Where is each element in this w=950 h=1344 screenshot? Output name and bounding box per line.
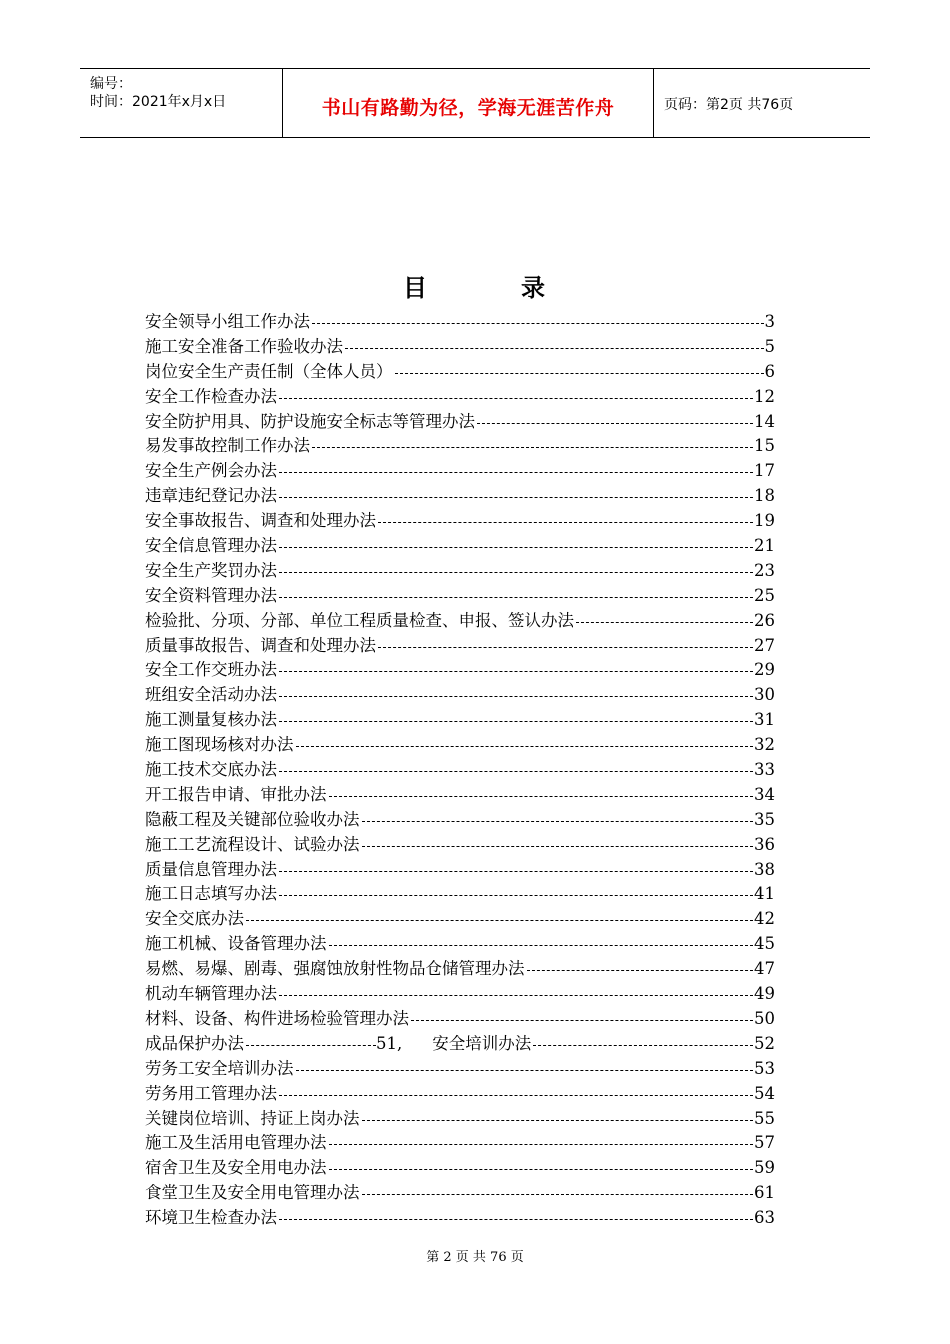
dash-leader	[296, 1057, 754, 1082]
toc-entry-title: 安全防护用具、防护设施安全标志等管理办法	[145, 410, 477, 435]
dash-leader	[411, 1007, 753, 1032]
toc-entry-page: 15	[754, 436, 775, 456]
page-title	[0, 268, 950, 303]
toc-entry-page: 36	[754, 834, 775, 854]
toc-entry-title: 检验批、分项、分部、单位工程质量检查、申报、签认办法	[145, 609, 576, 634]
toc-entry-page: 45	[754, 934, 775, 954]
toc-entry[interactable]	[145, 484, 775, 509]
toc-entry-page: 41	[754, 884, 775, 904]
page-footer: 第 2 页 共 76 页	[426, 1250, 524, 1265]
dash-leader	[279, 559, 753, 584]
toc-entry-page: 31	[754, 710, 775, 730]
dash-leader	[378, 634, 753, 659]
toc-entry-title: 材料、设备、构件进场检验管理办法	[145, 1007, 411, 1032]
toc-entry-page: 26	[754, 610, 775, 630]
toc-entry-title: 岗位安全生产责任制（全体人员）	[145, 360, 395, 385]
toc-entry[interactable]	[145, 708, 775, 733]
toc-entry-title: 环境卫生检查办法	[145, 1206, 279, 1231]
toc-entry[interactable]	[145, 758, 775, 783]
toc-entry[interactable]	[145, 1156, 775, 1181]
dash-leader	[279, 484, 753, 509]
toc-entry-title: 施工机械、设备管理办法	[145, 932, 329, 957]
toc-entry-page: 54	[754, 1083, 775, 1103]
toc-entry[interactable]	[145, 1131, 775, 1156]
title-left: 目	[403, 274, 429, 302]
spacer	[402, 1032, 432, 1057]
toc-entry[interactable]	[145, 584, 775, 609]
toc-entry[interactable]	[145, 410, 775, 435]
dash-leader	[279, 882, 753, 907]
toc-entry-title: 施工日志填写办法	[145, 882, 279, 907]
toc-entry-page: 52	[754, 1033, 775, 1053]
toc-entry[interactable]	[145, 982, 775, 1007]
dash-leader	[329, 783, 754, 808]
toc-entry-title: 关键岗位培训、持证上岗办法	[145, 1107, 362, 1132]
dash-leader	[345, 335, 764, 360]
dash-leader	[576, 609, 753, 634]
toc-entry-page: 63	[754, 1208, 775, 1228]
toc-entry-page: 12	[754, 386, 775, 406]
toc-entry-title: 施工及生活用电管理办法	[145, 1131, 329, 1156]
toc-entry[interactable]	[145, 1007, 775, 1032]
dash-leader	[533, 1032, 753, 1057]
toc-entry-page: 21	[754, 536, 775, 556]
toc-entry-title: 安全资料管理办法	[145, 584, 279, 609]
toc-entry-title: 劳务用工管理办法	[145, 1082, 279, 1107]
dash-leader	[477, 410, 753, 435]
dash-leader	[329, 1156, 754, 1181]
dash-leader	[329, 932, 754, 957]
toc-entry[interactable]	[145, 808, 775, 833]
time-label: 时间：2021年x月x日	[90, 94, 227, 110]
toc-entry-page: 25	[754, 585, 775, 605]
toc-entry-page: 57	[754, 1133, 775, 1153]
toc-entry-page: 23	[754, 560, 775, 580]
toc-entry-title: 施工技术交底办法	[145, 758, 279, 783]
toc-entry-page: 30	[754, 685, 775, 705]
toc-entry[interactable]	[145, 310, 775, 335]
toc-entry-title: 施工工艺流程设计、试验办法	[145, 833, 362, 858]
toc-entry-title: 班组安全活动办法	[145, 683, 279, 708]
toc-entry-title: 劳务工安全培训办法	[145, 1057, 296, 1082]
dash-leader	[279, 459, 753, 484]
toc-entry[interactable]	[145, 509, 775, 534]
dash-leader	[362, 808, 754, 833]
toc-entry[interactable]	[145, 1082, 775, 1107]
toc-entry-title: 施工安全准备工作验收办法	[145, 335, 345, 360]
toc-entry[interactable]	[145, 1057, 775, 1082]
toc-entry-title: 安全工作交班办法	[145, 658, 279, 683]
toc-entry-page: 42	[754, 909, 775, 929]
toc-entry-title: 安全培训办法	[432, 1032, 533, 1057]
dash-leader	[279, 758, 753, 783]
toc-entry-title: 食堂卫生及安全用电管理办法	[145, 1181, 362, 1206]
dash-leader	[279, 584, 753, 609]
toc-entry-title: 安全信息管理办法	[145, 534, 279, 559]
toc-entry-page: 6	[764, 361, 775, 381]
toc-entry[interactable]	[145, 882, 775, 907]
dash-leader	[362, 833, 754, 858]
dash-leader	[362, 1181, 754, 1206]
toc-entry[interactable]	[145, 609, 775, 634]
dash-leader	[527, 957, 754, 982]
dash-leader	[246, 1032, 376, 1057]
toc-entry[interactable]	[145, 907, 775, 932]
dash-leader	[279, 858, 753, 883]
toc-entry[interactable]	[145, 683, 775, 708]
dash-leader	[279, 658, 753, 683]
dash-leader	[312, 310, 764, 335]
toc-entry-page: 38	[754, 859, 775, 879]
title-right: 录	[521, 274, 547, 302]
toc-entry-title: 安全领导小组工作办法	[145, 310, 312, 335]
toc-entry-page: 5	[764, 336, 775, 356]
toc-entry-title: 隐蔽工程及关键部位验收办法	[145, 808, 362, 833]
toc-entry-page: 17	[754, 461, 775, 481]
toc-entry[interactable]	[145, 434, 775, 459]
toc-entry-title: 机动车辆管理办法	[145, 982, 279, 1007]
toc-entry-title: 质量事故报告、调查和处理办法	[145, 634, 378, 659]
dash-leader	[312, 434, 753, 459]
toc-entry-title: 成品保护办法	[145, 1032, 246, 1057]
toc-entry[interactable]	[145, 783, 775, 808]
header-left-cell	[80, 69, 283, 137]
toc-entry-title: 宿舍卫生及安全用电办法	[145, 1156, 329, 1181]
toc-entry-title: 违章违纪登记办法	[145, 484, 279, 509]
dash-leader	[279, 1082, 753, 1107]
page-info: 页码：第2页 共76页	[664, 97, 794, 113]
toc-entry-page: 50	[754, 1008, 775, 1028]
toc-entry-title: 安全交底办法	[145, 907, 246, 932]
dash-leader	[395, 360, 764, 385]
header-right-cell	[654, 69, 870, 137]
dash-leader	[279, 1206, 753, 1231]
table-of-contents	[145, 310, 775, 1231]
dash-leader	[279, 982, 753, 1007]
toc-entry-page: 51,	[376, 1033, 403, 1053]
toc-entry[interactable]	[145, 385, 775, 410]
toc-entry-page: 19	[754, 511, 775, 531]
toc-entry[interactable]	[145, 459, 775, 484]
toc-entry[interactable]	[145, 360, 775, 385]
dash-leader	[279, 534, 753, 559]
toc-entry[interactable]	[145, 1107, 775, 1132]
toc-entry-title: 安全生产例会办法	[145, 459, 279, 484]
toc-entry-title: 施工图现场核对办法	[145, 733, 296, 758]
dash-leader	[329, 1131, 754, 1156]
toc-entry-page: 55	[754, 1108, 775, 1128]
dash-leader	[279, 683, 753, 708]
toc-entry[interactable]	[145, 932, 775, 957]
toc-entry[interactable]	[145, 858, 775, 883]
toc-entry[interactable]	[145, 559, 775, 584]
toc-entry-page: 61	[754, 1183, 775, 1203]
toc-entry-title: 质量信息管理办法	[145, 858, 279, 883]
toc-entry[interactable]	[145, 634, 775, 659]
toc-entry[interactable]	[145, 733, 775, 758]
toc-entry-title: 安全事故报告、调查和处理办法	[145, 509, 378, 534]
motto: 书山有路勤为径，学海无涯苦作舟	[321, 97, 615, 119]
toc-entry[interactable]	[145, 534, 775, 559]
dash-leader	[279, 708, 753, 733]
toc-entry[interactable]	[145, 658, 775, 683]
toc-entry-page: 14	[754, 411, 775, 431]
toc-entry-page: 27	[754, 635, 775, 655]
toc-entry-page: 29	[754, 660, 775, 680]
dash-leader	[279, 385, 753, 410]
toc-entry-title: 开工报告申请、审批办法	[145, 783, 329, 808]
dash-leader	[246, 907, 753, 932]
toc-entry-page: 47	[754, 959, 775, 979]
toc-entry-double[interactable]	[145, 1032, 775, 1057]
toc-entry[interactable]	[145, 1181, 775, 1206]
toc-entry-page: 3	[764, 312, 775, 331]
dash-leader	[362, 1107, 754, 1132]
dash-leader	[378, 509, 753, 534]
toc-entry-page: 49	[754, 984, 775, 1004]
toc-entry-page: 33	[754, 760, 775, 780]
header-motto-cell	[283, 69, 654, 137]
dash-leader	[296, 733, 754, 758]
toc-entry[interactable]	[145, 1206, 775, 1231]
toc-entry[interactable]	[145, 335, 775, 360]
toc-entry-title: 施工测量复核办法	[145, 708, 279, 733]
toc-entry-page: 59	[754, 1158, 775, 1178]
toc-entry[interactable]	[145, 957, 775, 982]
page-header	[80, 68, 870, 138]
toc-entry-page: 18	[754, 486, 775, 506]
toc-entry-title: 易燃、易爆、剧毒、强腐蚀放射性物品仓储管理办法	[145, 957, 527, 982]
toc-entry-page: 34	[754, 784, 775, 804]
toc-entry[interactable]	[145, 833, 775, 858]
toc-entry-title: 易发事故控制工作办法	[145, 434, 312, 459]
number-label: 编号：	[90, 76, 132, 92]
toc-entry-page: 53	[754, 1058, 775, 1078]
toc-entry-page: 35	[754, 809, 775, 829]
toc-entry-title: 安全生产奖罚办法	[145, 559, 279, 584]
toc-entry-page: 32	[754, 735, 775, 755]
toc-entry-title: 安全工作检查办法	[145, 385, 279, 410]
